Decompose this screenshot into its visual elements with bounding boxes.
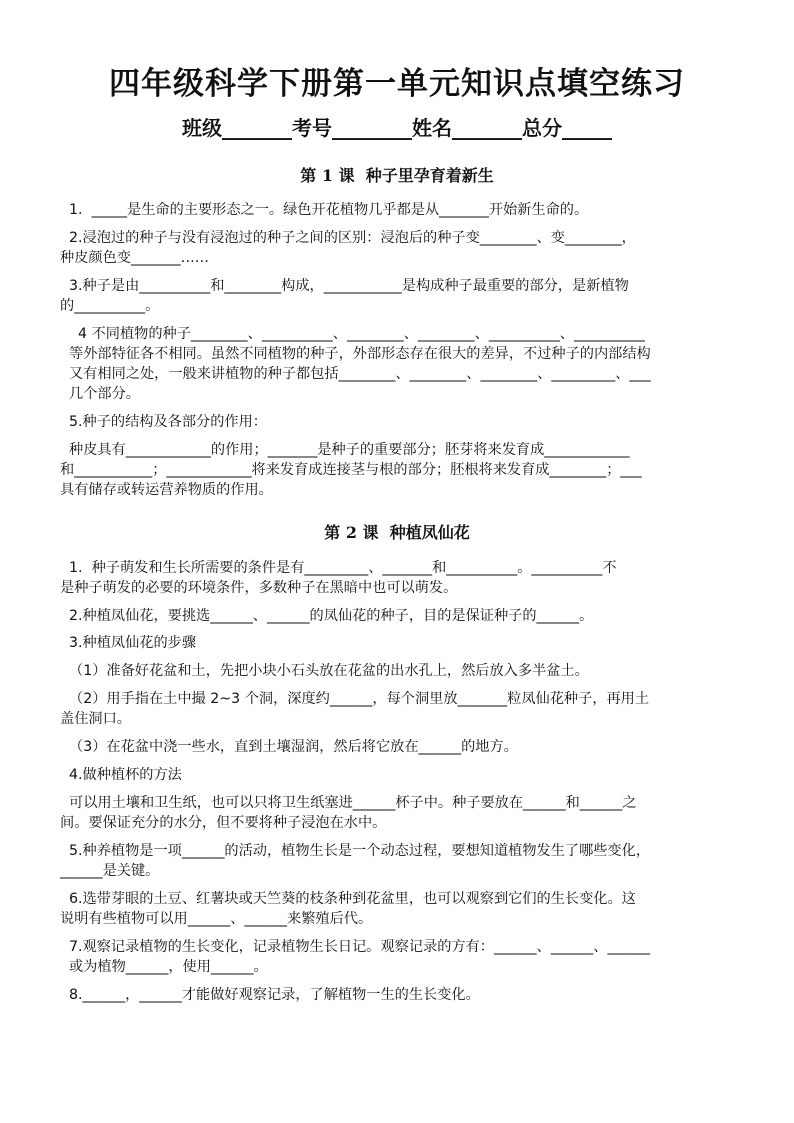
student-info-line: 班级_______考号________姓名_______总分_____	[182, 116, 612, 140]
lesson-1-heading: 第 1 课 种子里孕育着新生	[300, 166, 494, 185]
lesson-2-line: 3.种植凤仙花的步骤	[60, 635, 197, 651]
lesson-2-line: 间。要保证充分的水分，但不要将种子浸泡在水中。	[60, 815, 387, 831]
lesson-2-line: 4.做种植杯的方法	[60, 767, 182, 783]
lesson-1-line: 的__________。	[60, 298, 160, 314]
lesson-1-line: 种皮颜色变_______……	[60, 250, 209, 266]
lesson-1-line: 几个部分。	[60, 386, 140, 402]
lesson-1-line: 具有储存或转运营养物质的作用。	[60, 482, 273, 498]
lesson-2-line: 说明有些植物可以用______、______来繁殖后代。	[60, 911, 373, 927]
lesson-2-heading: 第 2 课 种植凤仙花	[324, 523, 470, 542]
lesson-1-line: 2.浸泡过的种子与没有浸泡过的种子之间的区别：浸泡后的种子变________、变________，	[60, 230, 636, 246]
lesson-2-line: 1. 种子萌发和生长所需要的条件是有_________、_______和__________。__________不	[60, 560, 617, 576]
lesson-1-line: 和___________；____________将来发育成连接茎与根的部分；胚根将来发育成________；___	[60, 462, 642, 478]
lesson-1-line: 1. _____是生命的主要形态之一。绿色开花植物几乎都是从_______开始新生命的。	[60, 202, 589, 218]
lesson-1-line: 等外部特征各不相同。虽然不同植物的种子，外部形态存在很大的差异，不过种子的内部结构	[60, 346, 651, 362]
lesson-2-line: 6.选带芽眼的土豆、红薯块或天竺葵的枝条种到花盆里，也可以观察到它们的生长变化。这	[60, 891, 636, 907]
lesson-2-line: 5.种养植物是一项______的活动，植物生长是一个动态过程，要想知道植物发生了哪些变化，	[60, 843, 651, 859]
lesson-1-line: 4 不同植物的种子________、__________、________、________、__________、__________	[60, 326, 645, 342]
lesson-1-line: 5.种子的结构及各部分的作用：	[60, 414, 267, 430]
lesson-2-line: 2.种植凤仙花，要挑选______、______的凤仙花的种子，目的是保证种子的______。	[60, 608, 594, 624]
lesson-1-line: 3.种子是由__________和________构成，___________是构成种子最重要的部分，是新植物	[60, 278, 629, 294]
lesson-2-line: ______是关键。	[60, 863, 160, 879]
lesson-2-line: （2）用手指在土中撮 2~3 个洞，深度约______，每个洞里放_______粒凤仙花种子，再用土	[60, 691, 650, 707]
lesson-2-line: 7.观察记录植物的生长变化，记录植物生长日记。观察记录的方有：______、______、______	[60, 939, 651, 955]
lesson-2-line: 是种子萌发的必要的环境条件，多数种子在黑暗中也可以萌发。	[60, 580, 458, 596]
worksheet-title: 四年级科学下册第一单元知识点填空练习	[109, 66, 685, 102]
lesson-2-line: 8.______，______才能做好观察记录，了解植物一生的生长变化。	[60, 987, 480, 1003]
lesson-2-line: 盖住洞口。	[60, 711, 131, 727]
lesson-2-line: 可以用土壤和卫生纸，也可以只将卫生纸塞进______杯子中。种子要放在______和______之	[60, 795, 637, 811]
lesson-1-line: 种皮具有____________的作用；_______是种子的重要部分；胚芽将来发育成____________	[60, 442, 630, 458]
lesson-2-line: （3）在花盆中浇一些水，直到土壤湿润，然后将它放在______的地方。	[60, 739, 518, 755]
lesson-2-line: （1）准备好花盆和土，先把小块小石头放在花盆的出水孔上，然后放入多半盆土。	[60, 663, 589, 679]
lesson-1-line: 又有相同之处，一般来讲植物的种子都包括________、________、________、_________、___	[60, 366, 651, 382]
lesson-2-line: 或为植物______，使用______。	[60, 959, 268, 975]
